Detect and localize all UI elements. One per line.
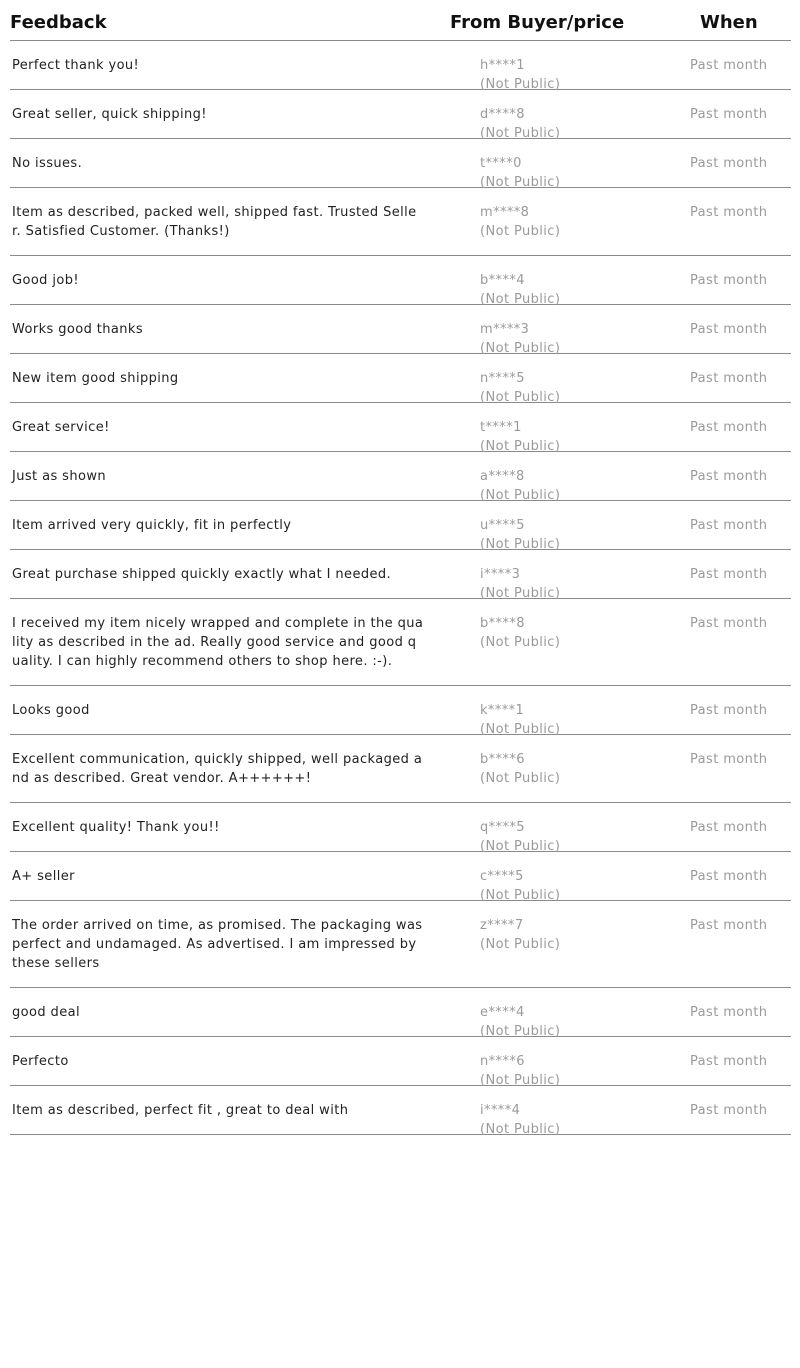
feedback-when: Past month: [690, 616, 768, 631]
when-column-header: When: [700, 12, 758, 33]
buyer-name: h****1: [480, 58, 525, 73]
table-row: [10, 41, 791, 90]
feedback-comment: I received my item nicely wrapped and complete in the quality as described in the ad. Really good service and good quality. I can highly recommend others to shop here. :-).: [12, 616, 424, 669]
buyer-cell: [480, 916, 560, 954]
table-header: [10, 0, 791, 41]
feedback-when: Past month: [690, 752, 768, 767]
feedback-comment: Item as described, perfect fit , great to deal with: [12, 1103, 349, 1118]
feedback-comment: No issues.: [12, 156, 83, 171]
feedback-column-header: Feedback: [10, 12, 107, 33]
feedback-when: Past month: [690, 518, 768, 533]
table-row: [10, 90, 791, 139]
table-row: [10, 305, 791, 354]
buyer-cell: [480, 701, 560, 739]
buyer-cell: [480, 369, 560, 407]
feedback-when: Past month: [690, 205, 768, 220]
buyer-price: (Not Public): [480, 888, 561, 903]
buyer-name: n****6: [480, 1054, 525, 1069]
table-row: [10, 803, 791, 852]
buyer-name: e****4: [480, 1005, 525, 1020]
buyer-cell: [480, 750, 560, 788]
buyer-name: n****5: [480, 371, 525, 386]
buyer-price: (Not Public): [480, 224, 561, 239]
buyer-price: (Not Public): [480, 439, 561, 454]
feedback-comment: Just as shown: [12, 469, 106, 484]
buyer-price: (Not Public): [480, 839, 561, 854]
buyer-name: a****8: [480, 469, 525, 484]
feedback-comment: Works good thanks: [12, 322, 144, 337]
feedback-when: Past month: [690, 107, 768, 122]
table-row: [10, 599, 791, 686]
buyer-cell: [480, 1101, 560, 1139]
feedback-comment: Perfecto: [12, 1054, 69, 1069]
feedback-when: Past month: [690, 420, 768, 435]
feedback-comment: New item good shipping: [12, 371, 179, 386]
buyer-name: t****1: [480, 420, 522, 435]
buyer-cell: [480, 516, 560, 554]
feedback-when: Past month: [690, 567, 768, 582]
feedback-when: Past month: [690, 1005, 768, 1020]
feedback-table: [10, 0, 791, 1135]
buyer-price: (Not Public): [480, 635, 561, 650]
feedback-comment: Great purchase shipped quickly exactly what I needed.: [12, 567, 392, 582]
buyer-cell: [480, 320, 560, 358]
buyer-cell: [480, 467, 560, 505]
table-row: [10, 1086, 791, 1135]
buyer-price: (Not Public): [480, 1122, 561, 1137]
buyer-name: b****6: [480, 752, 525, 767]
feedback-comment: Excellent communication, quickly shipped, well packaged and as described. Great vendor. A++++++!: [12, 752, 423, 786]
feedback-comment: Perfect thank you!: [12, 58, 140, 73]
feedback-when: Past month: [690, 58, 768, 73]
feedback-when: Past month: [690, 820, 768, 835]
buyer-price: (Not Public): [480, 341, 561, 356]
feedback-comment: Looks good: [12, 703, 90, 718]
table-row: [10, 501, 791, 550]
buyer-cell: [480, 1052, 560, 1090]
buyer-cell: [480, 418, 560, 456]
feedback-when: Past month: [690, 1103, 768, 1118]
table-row: [10, 354, 791, 403]
buyer-name: b****8: [480, 616, 525, 631]
feedback-when: Past month: [690, 869, 768, 884]
buyer-name: b****4: [480, 273, 525, 288]
table-row: [10, 188, 791, 256]
feedback-comment: Excellent quality! Thank you!!: [12, 820, 220, 835]
buyer-cell: [480, 867, 560, 905]
feedback-comment: Great service!: [12, 420, 110, 435]
feedback-when: Past month: [690, 156, 768, 171]
table-row: [10, 735, 791, 803]
buyer-name: i****3: [480, 567, 521, 582]
buyer-cell: [480, 56, 560, 94]
buyer-name: d****8: [480, 107, 525, 122]
buyer-name: u****5: [480, 518, 525, 533]
feedback-comment: Item as described, packed well, shipped fast. Trusted Seller. Satisfied Customer. (Thanks!): [12, 205, 417, 239]
buyer-name: k****1: [480, 703, 525, 718]
buyer-name: c****5: [480, 869, 524, 884]
buyer-price: (Not Public): [480, 1073, 561, 1088]
table-row: [10, 1037, 791, 1086]
feedback-when: Past month: [690, 703, 768, 718]
feedback-comment: Item arrived very quickly, fit in perfectly: [12, 518, 292, 533]
table-row: [10, 550, 791, 599]
buyer-cell: [480, 105, 560, 143]
buyer-price: (Not Public): [480, 175, 561, 190]
buyer-name: m****3: [480, 322, 530, 337]
buyer-price: (Not Public): [480, 722, 561, 737]
buyer-name: m****8: [480, 205, 530, 220]
from-buyer-price-column-header: From Buyer/price: [450, 12, 625, 33]
feedback-when: Past month: [690, 1054, 768, 1069]
table-row: [10, 452, 791, 501]
feedback-when: Past month: [690, 469, 768, 484]
feedback-comment: Good job!: [12, 273, 79, 288]
buyer-name: i****4: [480, 1103, 521, 1118]
feedback-when: Past month: [690, 371, 768, 386]
table-row: [10, 852, 791, 901]
feedback-when: Past month: [690, 322, 768, 337]
buyer-price: (Not Public): [480, 390, 561, 405]
table-row: [10, 256, 791, 305]
feedback-comment: good deal: [12, 1005, 80, 1020]
buyer-price: (Not Public): [480, 937, 561, 952]
table-row: [10, 403, 791, 452]
buyer-price: (Not Public): [480, 126, 561, 141]
buyer-cell: [480, 271, 560, 309]
buyer-cell: [480, 818, 560, 856]
buyer-price: (Not Public): [480, 488, 561, 503]
buyer-price: (Not Public): [480, 292, 561, 307]
feedback-comment: A+ seller: [12, 869, 75, 884]
table-row: [10, 901, 791, 988]
buyer-price: (Not Public): [480, 771, 561, 786]
table-row: [10, 988, 791, 1037]
table-row: [10, 139, 791, 188]
buyer-cell: [480, 565, 560, 603]
buyer-price: (Not Public): [480, 537, 561, 552]
buyer-cell: [480, 154, 560, 192]
buyer-cell: [480, 203, 560, 241]
buyer-price: (Not Public): [480, 586, 561, 601]
feedback-when: Past month: [690, 918, 768, 933]
buyer-name: q****5: [480, 820, 525, 835]
buyer-cell: [480, 614, 560, 652]
buyer-name: t****0: [480, 156, 522, 171]
buyer-price: (Not Public): [480, 77, 561, 92]
feedback-when: Past month: [690, 273, 768, 288]
buyer-cell: [480, 1003, 560, 1041]
buyer-price: (Not Public): [480, 1024, 561, 1039]
feedback-comment: Great seller, quick shipping!: [12, 107, 207, 122]
feedback-comment: The order arrived on time, as promised. The packaging was perfect and undamaged. As advertised. I am impressed by these sellers: [12, 918, 423, 971]
buyer-name: z****7: [480, 918, 524, 933]
table-row: [10, 686, 791, 735]
